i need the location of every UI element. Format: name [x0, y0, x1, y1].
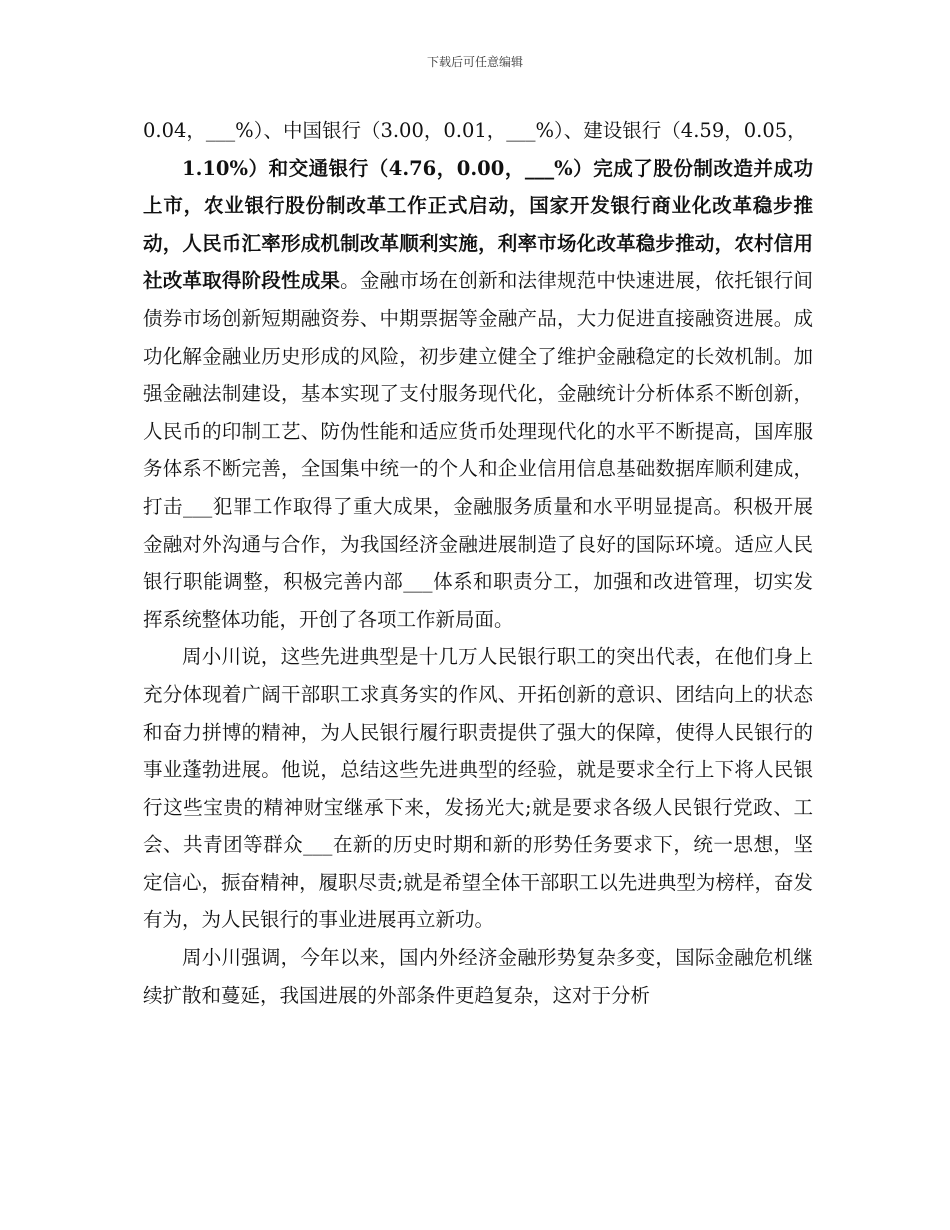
paragraph-3: 周小川说，这些先进典型是十几万人民银行职工的突出代表，在他们身上充分体现着广阔干部职工求真务实的作风、开拓创新的意识、团结向上的状态和奋力拼博的精神，为人民银行履行职责提供了强大的保障，使得人民银行的事业蓬勃进展。他说，总结这些先进典型的经验，就是要求全行上下将人民银行这些宝贵的精神财宝继承下来，发扬光大;就是要求各级人民银行党政、工会、共青团等群众___在新的历史时期和新的形势任务要求下，统一思想，坚定信心，振奋精神，履职尽责;就是希望全体干部职工以先进典型为榜样，奋发有为，为人民银行的事业进展再立新功。 — [143, 645, 813, 932]
paragraph-4: 周小川强调，今年以来，国内外经济金融形势复杂多变，国际金融危机继续扩散和蔓延，我国进展的外部条件更趋复杂，这对于分析 — [143, 946, 813, 1007]
paragraph-2-text: 。金融市场在创新和法律规范中快速进展，依托银行间债券市场创新短期融资券、中期票据等金融产品，大力促进直接融资进展。成功化解金融业历史形成的风险，初步建立健全了维护金融稳定的长效机制。加强金融法制建设，基本实现了支付服务现代化，金融统计分析体系不断创新，人民币的印制工艺、防伪性能和适应货币处理现代化的水平不断提高，国库服务体系不断完善，全国集中统一的个人和企业信用信息基础数据库顺利建成，打击___犯罪工作取得了重大成果，金融服务质量和水平明显提高。积极开展金融对外沟通与合作，为我国经济金融进展制造了良好的国际环境。适应人民银行职能调整，积极完善内部___体系和职责分工，加强和改进管理，切实发挥系统整体功能，开创了各项工作新局面。 — [143, 269, 813, 631]
paragraph-1: 0.04，___%）、中国银行（3.00，0.01，___%）、建设银行（4.59，0.05， — [143, 119, 807, 142]
page-header: 下载后可任意编辑 — [426, 55, 523, 69]
paragraph-2 — [143, 150, 813, 639]
document-body — [143, 112, 813, 1014]
paragraph-2-bold-text: 1.10%）和交通银行（4.76，0.00，___%）完成了股份制改造并成功上市，农业银行股份制改革工作正式启动，国家开发银行商业化改革稳步推动，人民币汇率形成机制改革顺利实施，利率市场化改革稳步推动，农村信用社改革取得阶段性成果 — [143, 156, 813, 293]
